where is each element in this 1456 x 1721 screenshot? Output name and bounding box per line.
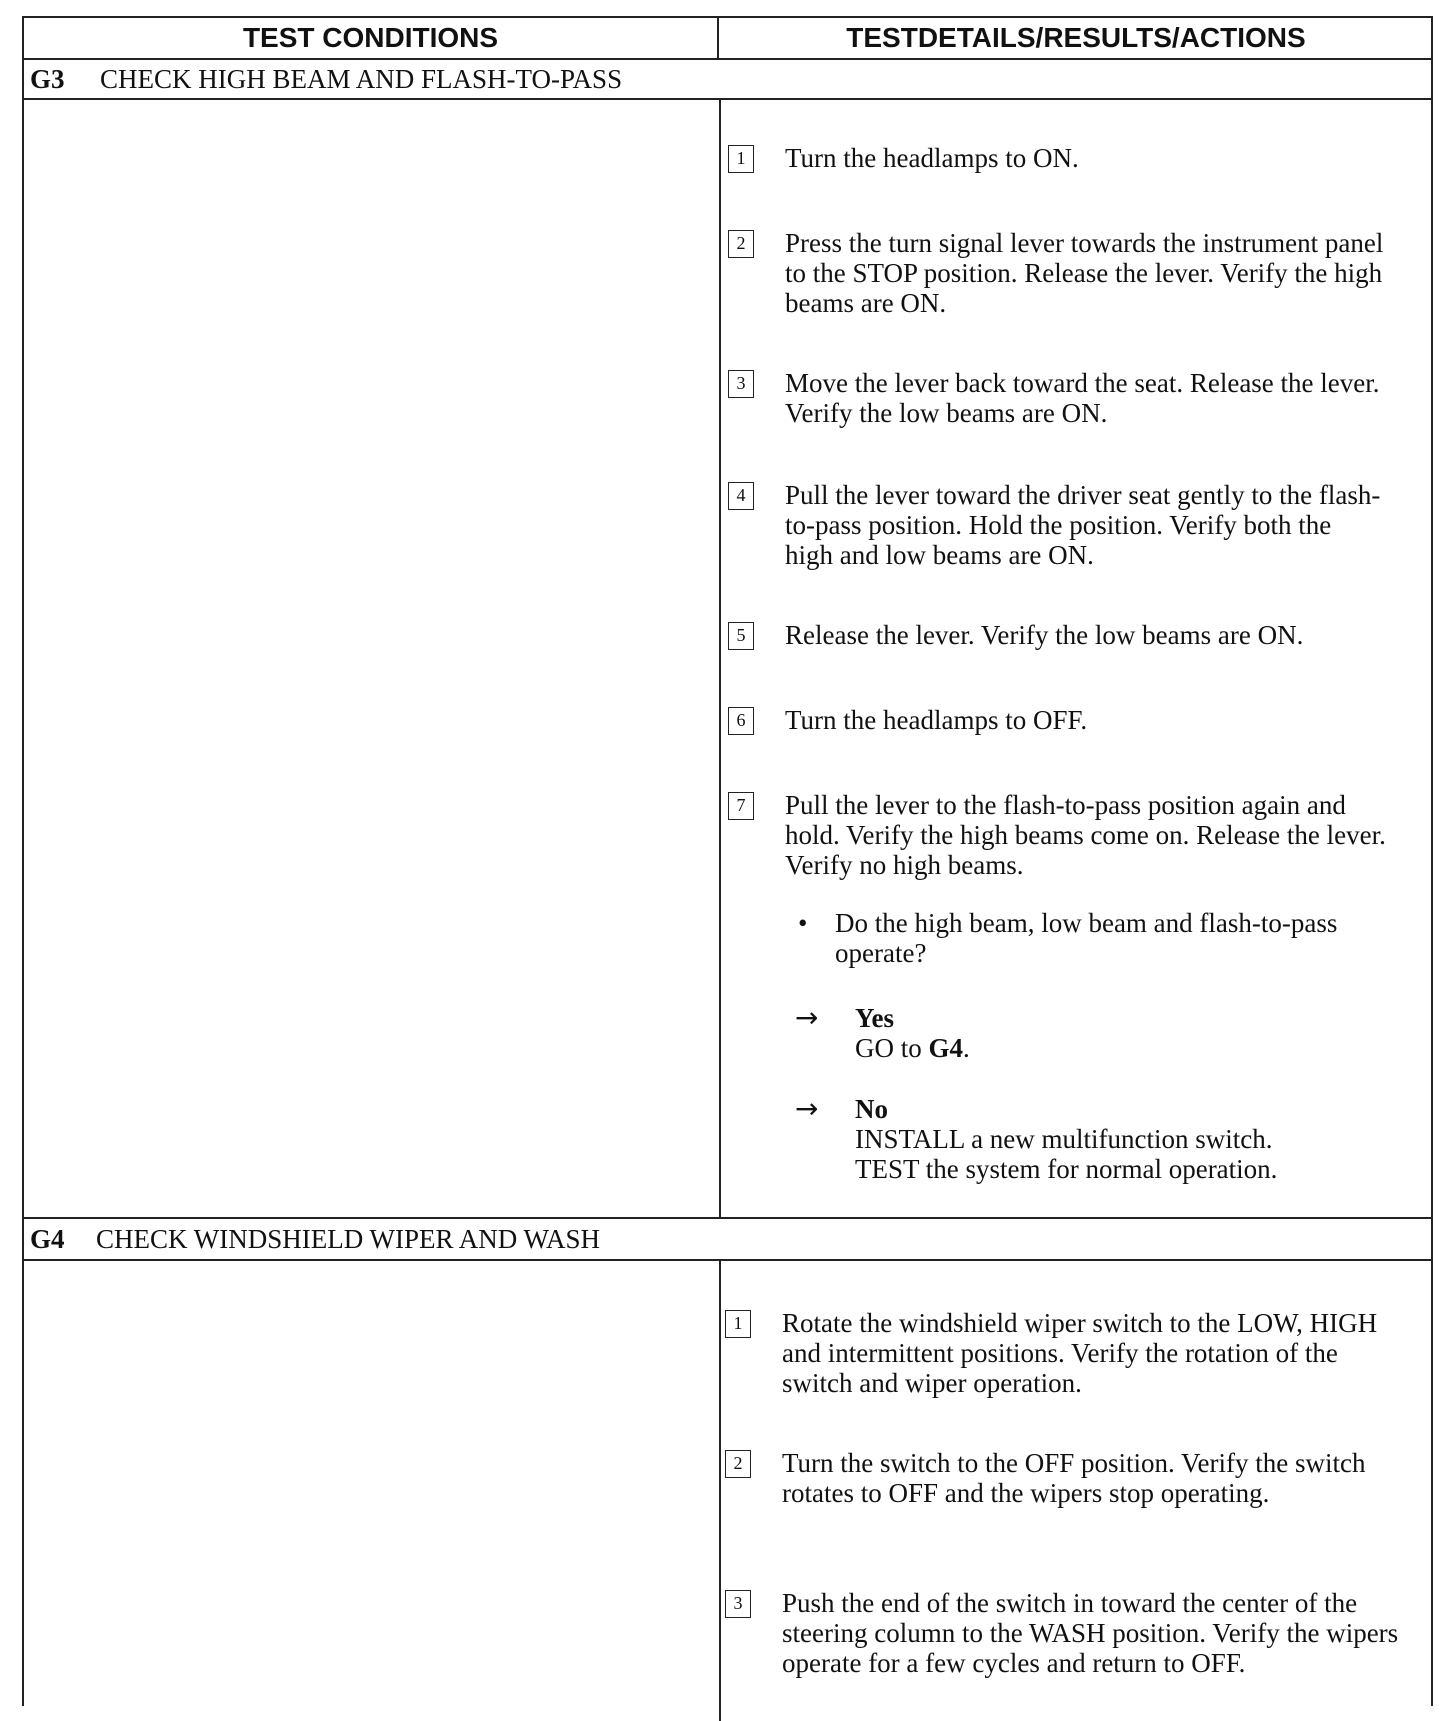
header-test-details: TESTDETAILS/RESULTS/ACTIONS bbox=[846, 22, 1306, 53]
step-number-box: 5 bbox=[728, 622, 754, 650]
answer-label: Yes bbox=[855, 1003, 894, 1033]
column-divider bbox=[719, 1261, 721, 1721]
column-divider bbox=[719, 100, 721, 1217]
step-number-box: 1 bbox=[728, 145, 754, 173]
step-number-box: 2 bbox=[728, 230, 754, 258]
step-text: Rotate the windshield wiper switch to the LOW, HIGH and intermittent positions. Verify the rotation of the switch and wiper operation. bbox=[782, 1308, 1378, 1398]
step-text: Press the turn signal lever towards the instrument panel to the STOP position. Release the lever. Verify the high beams are ON. bbox=[785, 228, 1384, 318]
step-number-box: 2 bbox=[725, 1450, 751, 1478]
answer-action-suffix: . bbox=[963, 1033, 970, 1063]
step-text: Move the lever back toward the seat. Release the lever. Verify the low beams are ON. bbox=[785, 368, 1380, 428]
section-title: CHECK WINDSHIELD WIPER AND WASH bbox=[96, 1224, 601, 1254]
step-text: Pull the lever toward the driver seat gently to the flash-to-pass position. Hold the position. Verify both the high and low beams are ON. bbox=[785, 480, 1381, 570]
bullet-icon: • bbox=[798, 908, 808, 938]
step-number-box: 6 bbox=[728, 707, 754, 735]
answer-action-line: INSTALL a new multifunction switch. bbox=[855, 1124, 1273, 1154]
step-number-box: 3 bbox=[725, 1590, 751, 1618]
section-code: G3 bbox=[30, 64, 65, 94]
step-text: Push the end of the switch in toward the center of the steering column to the WASH position. Verify the wipers operate for a few cycles and return to OFF. bbox=[782, 1588, 1399, 1678]
step-text: Turn the switch to the OFF position. Verify the switch rotates to OFF and the wipers stop operating. bbox=[782, 1448, 1366, 1508]
section-header-g4 bbox=[24, 1217, 1433, 1261]
section-header-g3 bbox=[24, 58, 1433, 100]
question-text: Do the high beam, low beam and flash-to-pass operate? bbox=[835, 908, 1338, 968]
step-text: Pull the lever to the flash-to-pass position again and hold. Verify the high beams come on. Release the lever. Verify no high beams. bbox=[785, 790, 1386, 880]
section-code: G4 bbox=[30, 1224, 65, 1254]
step-number-box: 7 bbox=[728, 792, 754, 820]
step-number-box: 1 bbox=[725, 1310, 751, 1338]
step-text: Turn the headlamps to ON. bbox=[785, 143, 1079, 173]
answer-label: No bbox=[855, 1094, 888, 1124]
right-arrow-icon: → bbox=[795, 1001, 819, 1034]
answer-action-prefix: GO to bbox=[855, 1033, 929, 1063]
answer-action-link: G4 bbox=[928, 1033, 964, 1063]
section-title: CHECK HIGH BEAM AND FLASH-TO-PASS bbox=[100, 64, 623, 94]
step-number-box: 3 bbox=[728, 370, 754, 398]
answer-yes bbox=[855, 1003, 1395, 1063]
answer-action-line: TEST the system for normal operation. bbox=[855, 1154, 1278, 1184]
step-number-box: 4 bbox=[728, 482, 754, 510]
answer-no bbox=[855, 1094, 1415, 1184]
step-text: Turn the headlamps to OFF. bbox=[785, 705, 1088, 735]
header-test-conditions: TEST CONDITIONS bbox=[24, 18, 719, 58]
right-arrow-icon: → bbox=[795, 1092, 819, 1125]
step-text: Release the lever. Verify the low beams are ON. bbox=[785, 620, 1304, 650]
